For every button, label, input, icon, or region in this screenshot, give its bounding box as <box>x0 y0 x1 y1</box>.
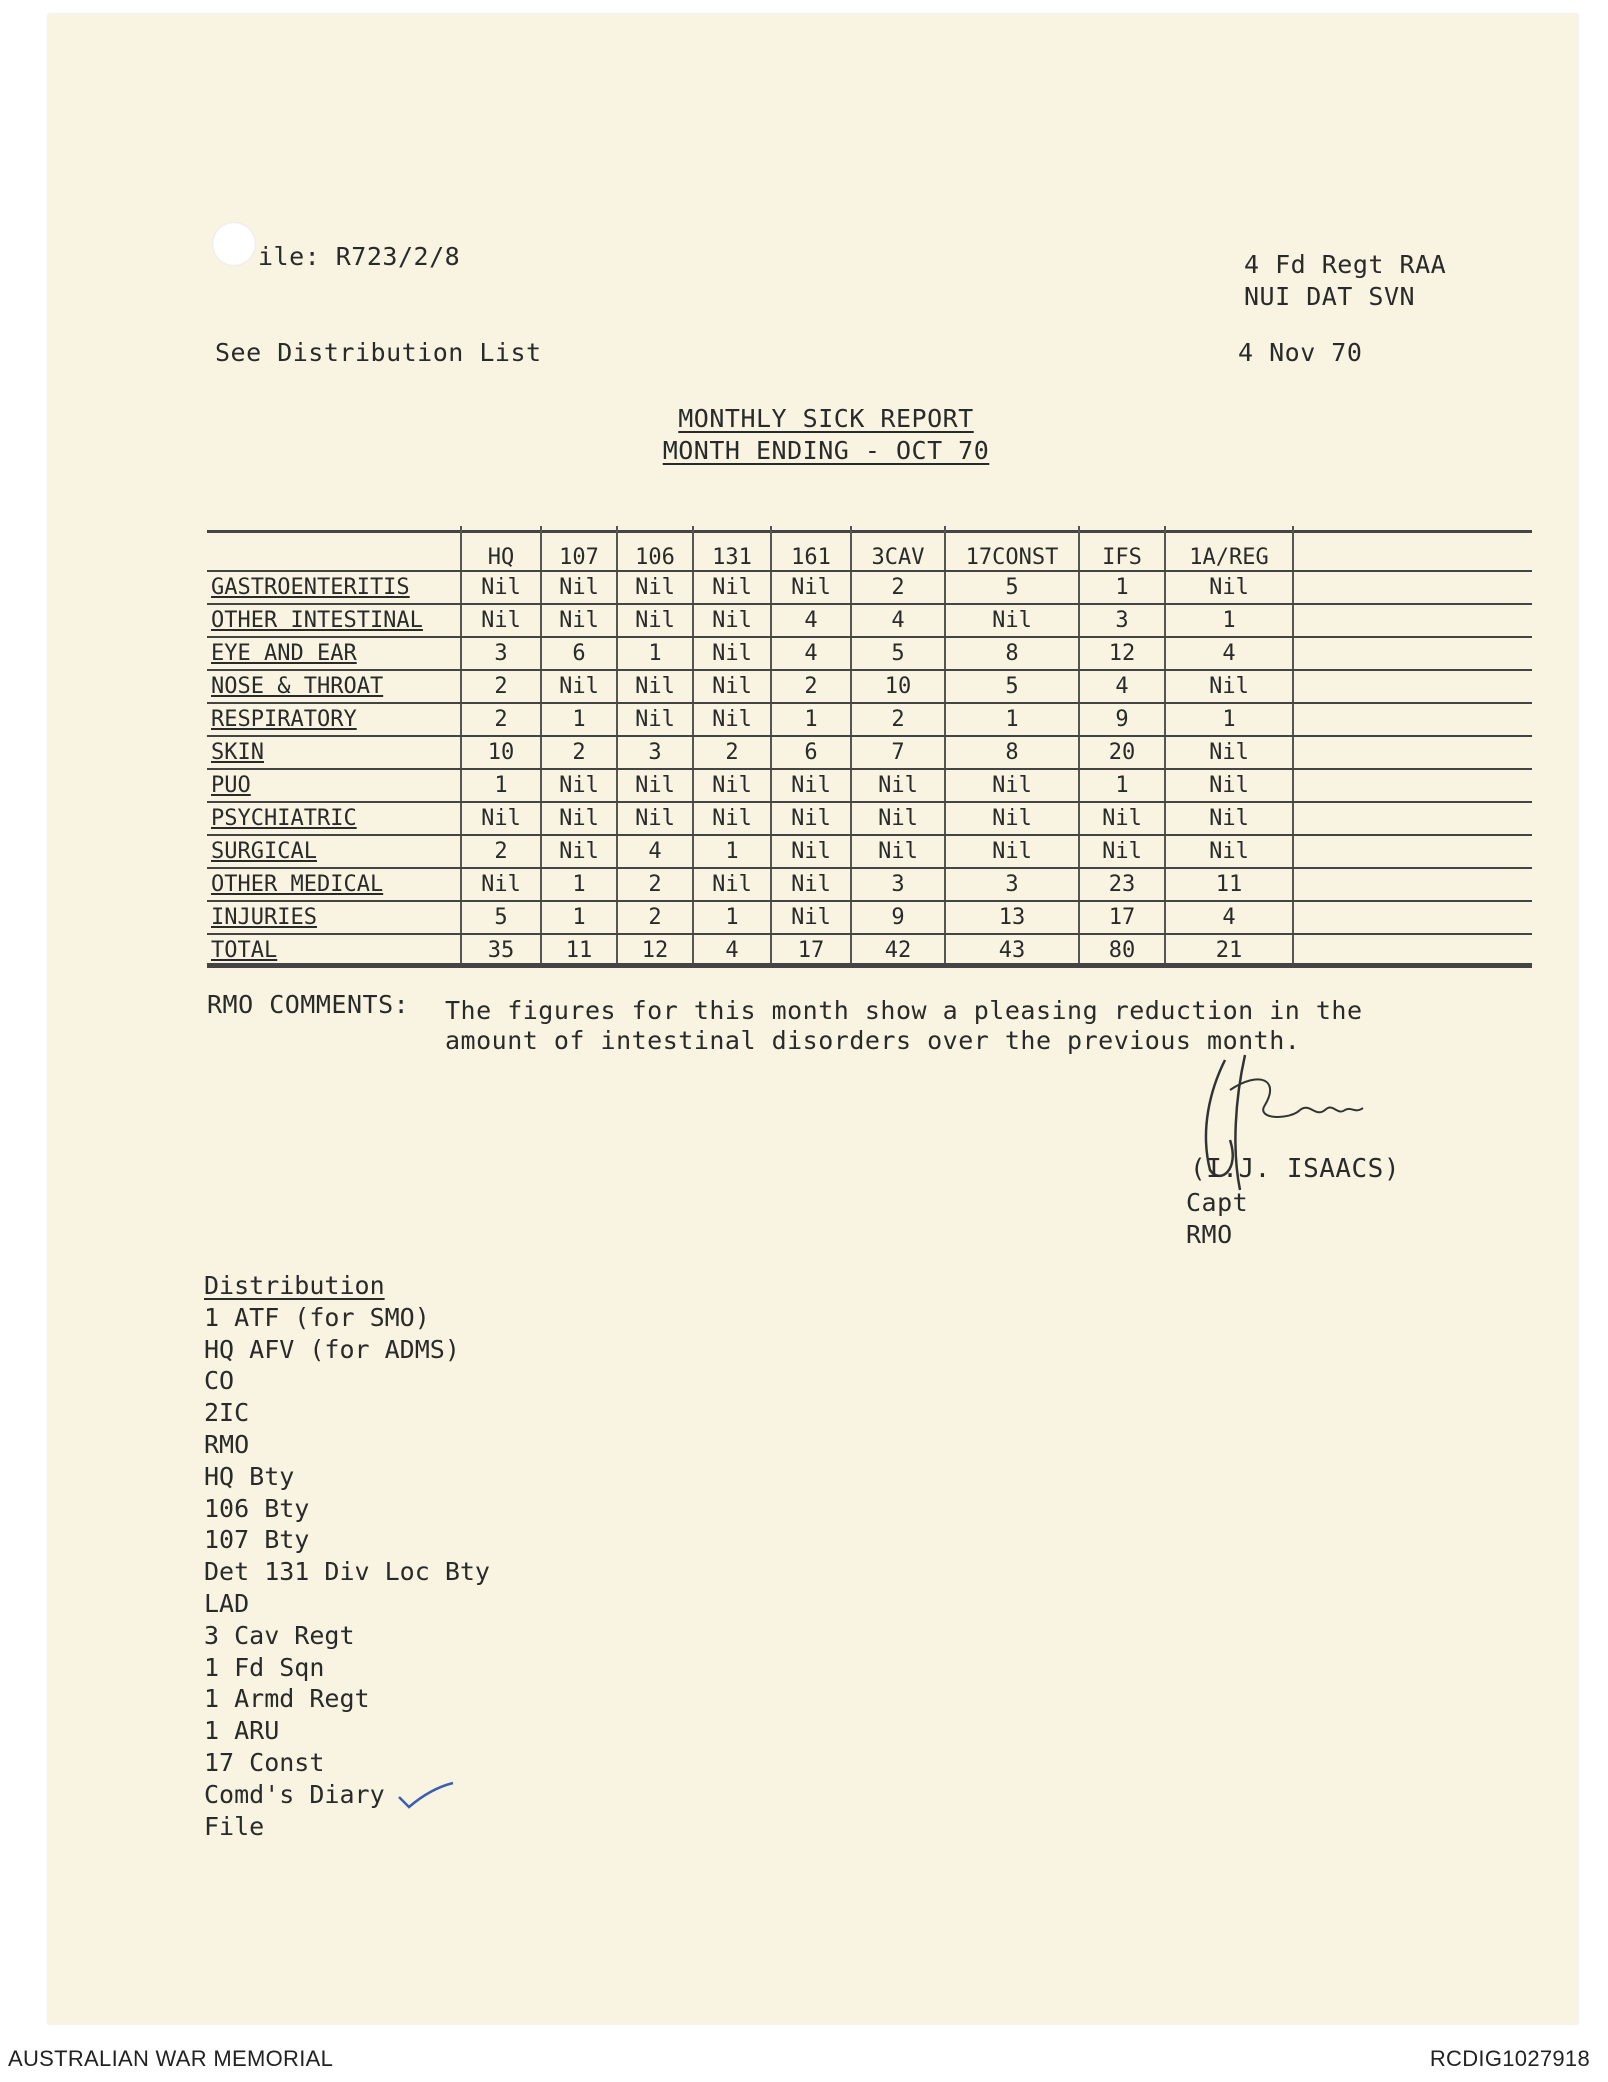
distribution-item-label: File <box>204 1811 265 1841</box>
table-cell: Nil <box>1165 802 1293 835</box>
report-date: 4 Nov 70 <box>1238 338 1363 367</box>
table-row <box>207 835 1532 868</box>
table-cell: 1 <box>1165 703 1293 736</box>
distribution-item-label: RMO <box>204 1429 250 1459</box>
table-row <box>207 637 1532 670</box>
table-cell: Nil <box>851 802 945 835</box>
table-cell: Nil <box>693 604 771 637</box>
column-header-3cav: 3CAV <box>851 526 945 571</box>
column-header-107: 107 <box>541 526 617 571</box>
distribution-list <box>204 1270 490 1843</box>
row-label: NOSE & THROAT <box>207 670 461 703</box>
table-cell: 5 <box>851 637 945 670</box>
table-row <box>207 868 1532 901</box>
table-cell: Nil <box>541 604 617 637</box>
table-cell: 4 <box>771 637 851 670</box>
table-cell: Nil <box>1165 736 1293 769</box>
table-header-row <box>207 526 1532 571</box>
table-cell: Nil <box>771 868 851 901</box>
table-cell: 4 <box>771 604 851 637</box>
table-cell: Nil <box>771 802 851 835</box>
row-label: OTHER INTESTINAL <box>207 604 461 637</box>
table-cell: 2 <box>851 571 945 604</box>
table-cell: 2 <box>541 736 617 769</box>
table-cell: 2 <box>461 835 541 868</box>
table-cell: 43 <box>945 934 1079 967</box>
distribution-item <box>204 1461 490 1493</box>
table-cell: 5 <box>945 670 1079 703</box>
table-cell: Nil <box>617 802 693 835</box>
distribution-item <box>204 1429 490 1461</box>
table-row <box>207 703 1532 736</box>
row-label: PUO <box>207 769 461 802</box>
distribution-item <box>204 1524 490 1556</box>
table-cell: 2 <box>771 670 851 703</box>
table-cell: 10 <box>851 670 945 703</box>
table-cell: Nil <box>1165 769 1293 802</box>
table-cell: 1 <box>541 703 617 736</box>
distribution-item <box>204 1397 490 1429</box>
table-cell: 2 <box>851 703 945 736</box>
row-label: SURGICAL <box>207 835 461 868</box>
table-cell: 1 <box>1079 571 1165 604</box>
table-cell: Nil <box>693 637 771 670</box>
distribution-item <box>204 1715 490 1747</box>
table-cell: 6 <box>541 637 617 670</box>
distribution-item <box>204 1779 490 1811</box>
table-cell-blank <box>1293 670 1532 703</box>
table-cell-blank <box>1293 703 1532 736</box>
table-cell: 4 <box>617 835 693 868</box>
table-cell: 4 <box>851 604 945 637</box>
distribution-item-label: CO <box>204 1366 235 1396</box>
table-cell: Nil <box>693 571 771 604</box>
table-cell: 3 <box>851 868 945 901</box>
table-cell-blank <box>1293 637 1532 670</box>
comments-label: RMO COMMENTS: <box>207 990 410 1019</box>
table-row <box>207 769 1532 802</box>
table-row <box>207 736 1532 769</box>
sick-report-table <box>207 526 1532 968</box>
footer-archive-id: RCDIG1027918 <box>1429 2046 1590 2071</box>
table-cell: 20 <box>1079 736 1165 769</box>
table-cell: 2 <box>461 670 541 703</box>
distribution-item <box>204 1811 490 1843</box>
distribution-item <box>204 1747 490 1779</box>
table-cell: 9 <box>851 901 945 934</box>
table-cell: 1 <box>461 769 541 802</box>
table-row <box>207 571 1532 604</box>
unit-line-1: 4 Fd Regt RAA <box>1244 250 1447 279</box>
table-cell: Nil <box>1165 571 1293 604</box>
comments-line-1: The figures for this month show a pleasing reduction in the <box>445 996 1363 1025</box>
table-cell: 5 <box>461 901 541 934</box>
column-header-17const: 17CONST <box>945 526 1079 571</box>
table-row <box>207 901 1532 934</box>
table-cell: 3 <box>945 868 1079 901</box>
distribution-item-label: HQ Bty <box>204 1461 295 1491</box>
table-cell: Nil <box>617 703 693 736</box>
distribution-item-label: 1 Fd Sqn <box>204 1652 325 1682</box>
column-header-106: 106 <box>617 526 693 571</box>
row-label: EYE AND EAR <box>207 637 461 670</box>
table-row <box>207 802 1532 835</box>
table-cell: Nil <box>771 769 851 802</box>
table-cell-blank <box>1293 802 1532 835</box>
table-cell: Nil <box>617 769 693 802</box>
report-subtitle: MONTH ENDING - OCT 70 <box>662 436 990 465</box>
table-cell: Nil <box>461 571 541 604</box>
distribution-item <box>204 1620 490 1652</box>
table-cell: Nil <box>1079 835 1165 868</box>
table-cell: 13 <box>945 901 1079 934</box>
addressee: See Distribution List <box>215 338 542 367</box>
distribution-item <box>204 1652 490 1684</box>
table-cell: 1 <box>945 703 1079 736</box>
table-bottom-rule <box>207 963 1532 966</box>
row-label: GASTROENTERITIS <box>207 571 461 604</box>
distribution-item-label: LAD <box>204 1588 250 1618</box>
table-cell: 7 <box>851 736 945 769</box>
distribution-item <box>204 1556 490 1588</box>
distribution-item <box>204 1365 490 1397</box>
table-cell: 35 <box>461 934 541 967</box>
table-cell: 17 <box>1079 901 1165 934</box>
table-cell: Nil <box>541 835 617 868</box>
comments-line-2: amount of intestinal disorders over the previous month. <box>445 1026 1301 1055</box>
table-cell: Nil <box>541 571 617 604</box>
table-cell: 12 <box>617 934 693 967</box>
row-label: PSYCHIATRIC <box>207 802 461 835</box>
table-cell: Nil <box>851 769 945 802</box>
distribution-item <box>204 1334 490 1366</box>
header-corner <box>207 526 461 571</box>
table-cell: 3 <box>1079 604 1165 637</box>
distribution-item <box>204 1683 490 1715</box>
signatory-rank: Capt <box>1186 1188 1249 1217</box>
table-cell: Nil <box>617 604 693 637</box>
distribution-item <box>204 1302 490 1334</box>
table-cell: Nil <box>693 703 771 736</box>
distribution-heading: Distribution <box>204 1271 385 1300</box>
table-cell: 42 <box>851 934 945 967</box>
unit-line-2: NUI DAT SVN <box>1244 282 1416 311</box>
table-cell: 1 <box>541 868 617 901</box>
table-cell-blank <box>1293 769 1532 802</box>
table-cell: Nil <box>945 835 1079 868</box>
table-cell: Nil <box>693 769 771 802</box>
table-cell: Nil <box>693 868 771 901</box>
table-cell: 8 <box>945 637 1079 670</box>
table-cell: 1 <box>771 703 851 736</box>
table-cell: 23 <box>1079 868 1165 901</box>
table-cell: Nil <box>461 604 541 637</box>
footer-archive-name: AUSTRALIAN WAR MEMORIAL <box>8 2046 334 2071</box>
distribution-item-label: 2IC <box>204 1398 250 1428</box>
table-cell: 21 <box>1165 934 1293 967</box>
distribution-item-label: Det 131 Div Loc Bty <box>204 1557 490 1587</box>
row-label: INJURIES <box>207 901 461 934</box>
table-cell: Nil <box>617 670 693 703</box>
table-cell: 1 <box>693 835 771 868</box>
table-cell: Nil <box>771 835 851 868</box>
table-row <box>207 670 1532 703</box>
file-reference: ile: R723/2/8 <box>258 242 461 271</box>
table-cell: 4 <box>1165 901 1293 934</box>
table-cell: 1 <box>693 901 771 934</box>
distribution-item-label: 17 Const <box>204 1747 325 1777</box>
table-cell: 17 <box>771 934 851 967</box>
distribution-item <box>204 1493 490 1525</box>
checkmark-icon <box>395 1781 455 1811</box>
row-label: TOTAL <box>207 934 461 967</box>
table-cell: 2 <box>617 868 693 901</box>
table-cell: Nil <box>461 868 541 901</box>
table-cell: 6 <box>771 736 851 769</box>
distribution-item-label: 107 Bty <box>204 1525 310 1555</box>
table-cell: 11 <box>541 934 617 967</box>
table-cell-blank <box>1293 736 1532 769</box>
table-cell: 2 <box>617 901 693 934</box>
table-cell: 4 <box>1165 637 1293 670</box>
table-cell: 1 <box>1079 769 1165 802</box>
table-cell: Nil <box>771 571 851 604</box>
distribution-item-label: 3 Cav Regt <box>204 1620 355 1650</box>
table-cell-blank <box>1293 901 1532 934</box>
table-cell: Nil <box>1079 802 1165 835</box>
table-cell: Nil <box>617 571 693 604</box>
distribution-item-label: 1 ATF (for SMO) <box>204 1302 430 1332</box>
table-cell: Nil <box>945 604 1079 637</box>
column-header-161: 161 <box>771 526 851 571</box>
table-cell-blank <box>1293 868 1532 901</box>
table-cell: 11 <box>1165 868 1293 901</box>
table-cell-blank <box>1293 835 1532 868</box>
distribution-item-label: 1 Armd Regt <box>204 1684 370 1714</box>
table-cell: 80 <box>1079 934 1165 967</box>
table-cell-blank <box>1293 604 1532 637</box>
table-cell: Nil <box>693 802 771 835</box>
row-label: SKIN <box>207 736 461 769</box>
distribution-item <box>204 1588 490 1620</box>
report-title: MONTHLY SICK REPORT <box>678 404 974 433</box>
table-cell: Nil <box>461 802 541 835</box>
table-cell: Nil <box>541 802 617 835</box>
table-cell-blank <box>1293 571 1532 604</box>
table-cell: Nil <box>945 769 1079 802</box>
table-cell: 2 <box>693 736 771 769</box>
table-cell: 1 <box>1165 604 1293 637</box>
table-cell: 4 <box>693 934 771 967</box>
table-cell: Nil <box>541 769 617 802</box>
column-header-ifs: IFS <box>1079 526 1165 571</box>
table-cell: 10 <box>461 736 541 769</box>
table-cell: 5 <box>945 571 1079 604</box>
table-cell: 3 <box>617 736 693 769</box>
column-header-blank <box>1293 526 1532 571</box>
row-label: RESPIRATORY <box>207 703 461 736</box>
column-header-131: 131 <box>693 526 771 571</box>
table-cell: 1 <box>617 637 693 670</box>
distribution-item-label: 1 ARU <box>204 1716 280 1746</box>
table-cell: Nil <box>693 670 771 703</box>
table-cell: Nil <box>945 802 1079 835</box>
table-cell: 8 <box>945 736 1079 769</box>
column-header-1a-reg: 1A/REG <box>1165 526 1293 571</box>
table-cell: Nil <box>771 901 851 934</box>
signatory-role: RMO <box>1186 1220 1233 1249</box>
table-cell: 1 <box>541 901 617 934</box>
table-cell: 3 <box>461 637 541 670</box>
table-cell: 12 <box>1079 637 1165 670</box>
punch-hole <box>212 222 256 266</box>
signatory-name: (I.J. ISAACS) <box>1190 1154 1400 1184</box>
table-cell: Nil <box>851 835 945 868</box>
table-row <box>207 604 1532 637</box>
distribution-item-label: Comd's Diary <box>204 1779 385 1809</box>
table-cell: 4 <box>1079 670 1165 703</box>
table-cell: 2 <box>461 703 541 736</box>
table-cell: 9 <box>1079 703 1165 736</box>
table-cell: Nil <box>541 670 617 703</box>
distribution-item-label: HQ AFV (for ADMS) <box>204 1334 460 1364</box>
row-label: OTHER MEDICAL <box>207 868 461 901</box>
table-cell: Nil <box>1165 835 1293 868</box>
distribution-item-label: 106 Bty <box>204 1493 310 1523</box>
table-cell: Nil <box>1165 670 1293 703</box>
column-header-hq: HQ <box>461 526 541 571</box>
